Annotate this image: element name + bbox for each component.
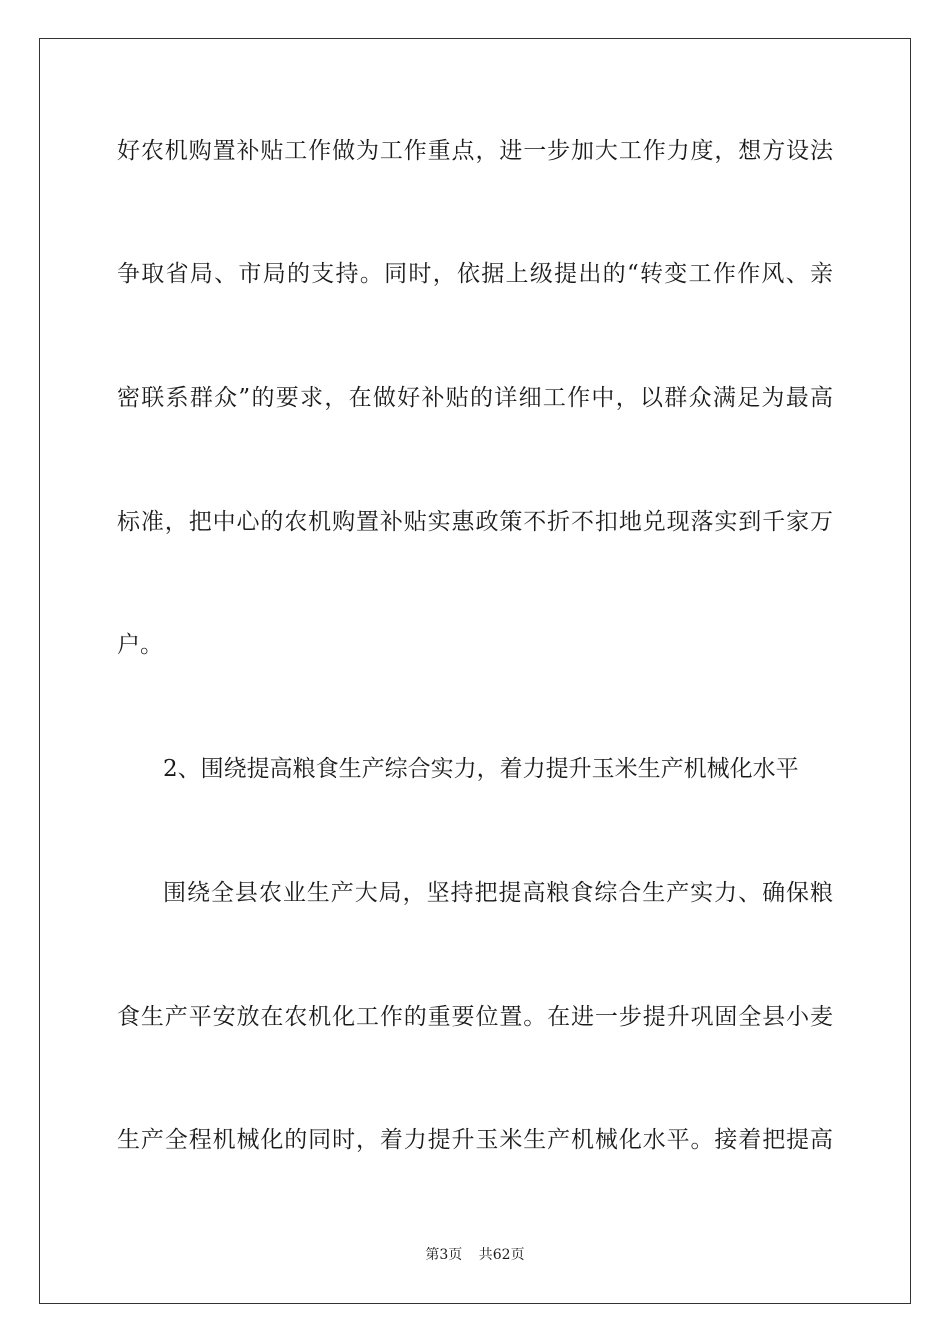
paragraph-line-4: 标准，把中心的农机购置补贴实惠政策不折不扣地兑现落实到千家万 — [117, 509, 833, 535]
paragraph-line-5: 户。 — [117, 632, 163, 658]
paragraph-line-2: 争取省局、市局的支持。同时，依据上级提出的“转变工作作风、亲 — [117, 261, 833, 287]
paragraph-line-8: 生产全程机械化的同时，着力提升玉米生产机械化水平。接着把提高 — [117, 1127, 833, 1153]
page-border — [39, 38, 911, 1304]
paragraph-line-3: 密联系群众”的要求，在做好补贴的详细工作中，以群众满足为最高 — [117, 385, 833, 411]
page-footer — [0, 1246, 950, 1264]
paragraph-line-6: 围绕全县农业生产大局，坚持把提高粮食综合生产实力、确保粮 — [163, 880, 833, 906]
page-number: 第3页 — [425, 1247, 463, 1263]
section-heading: 2、围绕提高粮食生产综合实力，着力提升玉米生产机械化水平 — [163, 756, 799, 782]
page-total: 共62页 — [478, 1247, 525, 1263]
paragraph-line-1: 好农机购置补贴工作做为工作重点，进一步加大工作力度，想方设法 — [117, 138, 833, 164]
paragraph-line-7: 食生产平安放在农机化工作的重要位置。在进一步提升巩固全县小麦 — [117, 1004, 833, 1030]
